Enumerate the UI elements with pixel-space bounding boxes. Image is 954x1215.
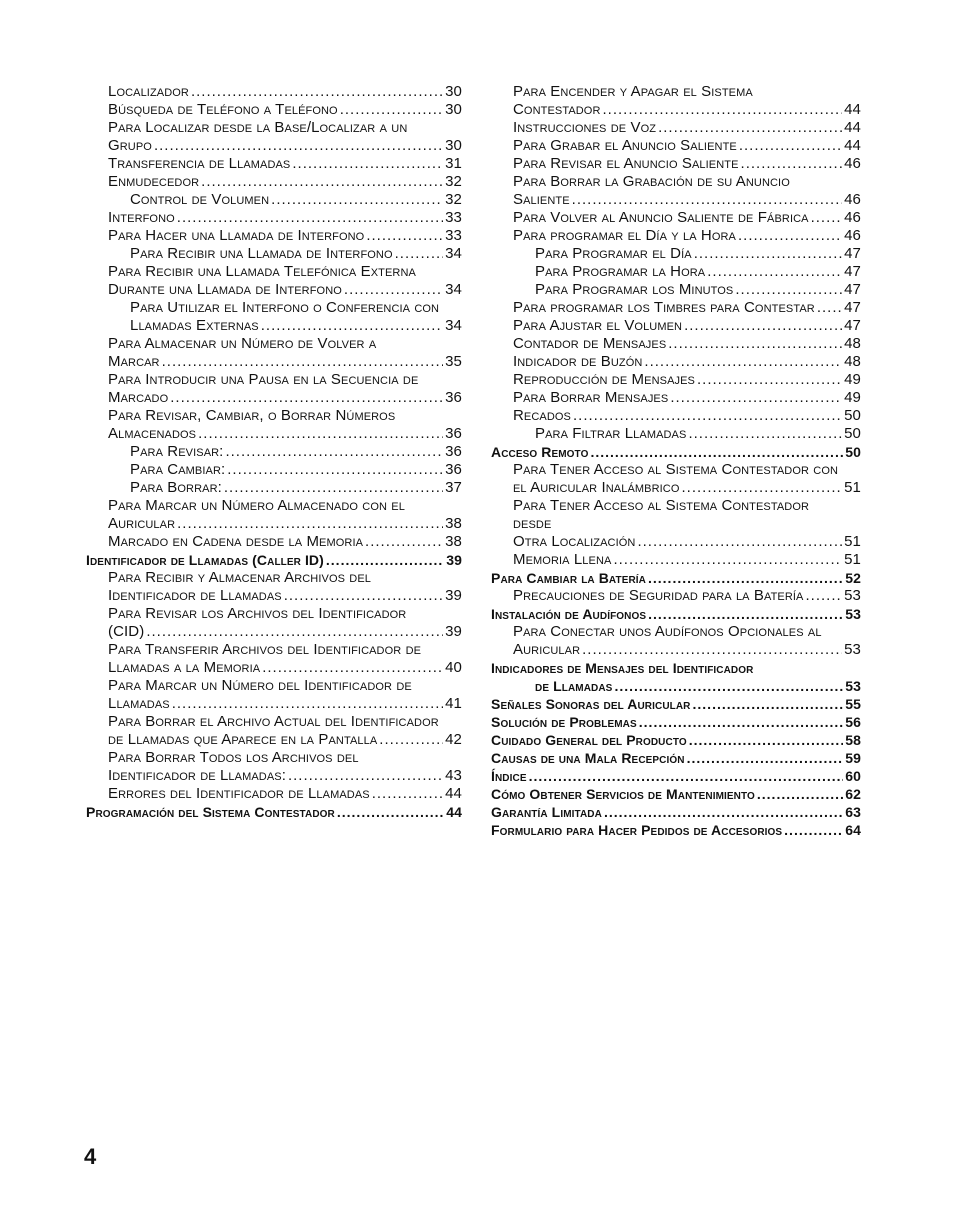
dot-leader: [738, 227, 842, 245]
toc-entry: [491, 191, 861, 209]
toc-entry: [491, 713, 861, 731]
toc-entry-label: Para Ajustar el Volumen: [513, 317, 683, 334]
toc-entry-label: Cuidado General del Producto: [491, 732, 687, 748]
dot-leader: [365, 533, 443, 551]
toc-entry-label: Para Borrar la Grabación de su Anuncio: [513, 173, 790, 190]
toc-entry-label: de Llamadas: [535, 678, 613, 694]
dot-leader: [572, 191, 842, 209]
toc-entry-page: 63: [845, 804, 861, 820]
toc-entry-label: Auricular: [513, 641, 581, 658]
toc-entry-label: Para Cambiar:: [130, 461, 226, 478]
dot-leader: [687, 749, 844, 767]
dot-leader: [271, 191, 443, 209]
toc-entry-page: 58: [845, 732, 861, 748]
toc-entry-label: Para Borrar Todos los Archivos del: [108, 749, 359, 766]
toc-entry-label: Interfono: [108, 209, 175, 226]
toc-entry-page: 47: [844, 245, 861, 262]
toc-entry-label: Para Revisar:: [130, 443, 224, 460]
toc-entry-label: Programación del Sistema Contestador: [86, 804, 335, 820]
toc-entry-page: 34: [445, 245, 462, 262]
toc-entry-label: Memoria Llena: [513, 551, 612, 568]
toc-entry-page: 47: [844, 263, 861, 280]
dot-leader: [326, 551, 444, 569]
toc-entry: [491, 551, 861, 569]
toc-entry-label: Causas de una Mala Recepción: [491, 750, 685, 766]
dot-leader: [379, 731, 443, 749]
toc-entry-page: 50: [844, 425, 861, 442]
toc-entry-label: Acceso Remoto: [491, 444, 589, 460]
toc-entry-label: Para Revisar, Cambiar, o Borrar Números: [108, 407, 396, 424]
toc-entry-page: 48: [844, 335, 861, 352]
toc-entry: [491, 695, 861, 713]
toc-entry: [491, 677, 861, 695]
dot-leader: [817, 299, 842, 317]
toc-entry-label: Identificador de Llamadas: [108, 587, 282, 604]
dot-leader: [154, 137, 443, 155]
toc-entry-label: Para Utilizar el Interfono o Conferencia con: [130, 299, 440, 316]
toc-entry-label: Identificador de Llamadas (Caller ID): [86, 552, 324, 568]
toc-entry-label: Transferencia de Llamadas: [108, 155, 291, 172]
toc-entry: [491, 119, 861, 137]
page-number: 4: [84, 1144, 97, 1169]
toc-entry-label: Para Conectar unos Audífonos Opcionales al: [513, 623, 822, 640]
toc-entry-label: Para Tener Acceso al Sistema Contestador: [513, 497, 810, 514]
toc-entry: [86, 605, 462, 623]
toc-entry-page: 42: [445, 731, 462, 748]
dot-leader: [284, 587, 443, 605]
dot-leader: [395, 245, 443, 263]
dot-leader: [146, 623, 443, 641]
toc-entry-label: Para Marcar un Número del Identificador de: [108, 677, 412, 694]
toc-entry-page: 62: [845, 786, 861, 802]
toc-entry-label: Para Borrar el Archivo Actual del Identificador: [108, 713, 439, 730]
dot-leader: [366, 227, 443, 245]
dot-leader: [604, 803, 843, 821]
toc-entry-label: Para programar el Día y la Hora: [513, 227, 736, 244]
dot-leader: [689, 731, 843, 749]
toc-entry: [491, 749, 861, 767]
dot-leader: [177, 515, 443, 533]
toc-entry: [491, 497, 861, 515]
toc-entry-label: Localizador: [108, 83, 189, 100]
dot-leader: [613, 551, 842, 569]
dot-leader: [590, 443, 843, 461]
toc-entry: [86, 425, 462, 443]
toc-entry: [491, 803, 861, 821]
toc-entry: [491, 731, 861, 749]
dot-leader: [741, 155, 843, 173]
toc-entry-page: 38: [445, 533, 462, 550]
toc-entry: [86, 767, 462, 785]
toc-entry-label: Para Recibir una Llamada Telefónica Externa: [108, 263, 416, 280]
toc-entry-page: 40: [445, 659, 462, 676]
toc-entry-label: Identificador de Llamadas:: [108, 767, 286, 784]
dot-leader: [170, 389, 443, 407]
dot-leader: [658, 119, 842, 137]
toc-entry: [86, 515, 462, 533]
toc-entry-page: 60: [845, 768, 861, 784]
toc-entry: [491, 137, 861, 155]
toc-entry: [86, 299, 462, 317]
dot-leader: [637, 533, 842, 551]
toc-entry: [86, 569, 462, 587]
toc-entry-page: 43: [445, 767, 462, 784]
toc-entry: [86, 317, 462, 335]
dot-leader: [225, 443, 443, 461]
toc-entry-page: 47: [844, 299, 861, 316]
toc-entry: [86, 443, 462, 461]
toc-entry: [491, 407, 861, 425]
toc-entry-page: 30: [445, 137, 462, 154]
toc-entry-label: Solución de Problemas: [491, 714, 637, 730]
toc-entry-page: 34: [445, 317, 462, 334]
toc-entry: [86, 713, 462, 731]
dot-leader: [614, 677, 843, 695]
toc-entry-page: 39: [445, 587, 462, 604]
toc-entry-label: Para Recibir y Almacenar Archivos del: [108, 569, 371, 586]
toc-entry: [491, 101, 861, 119]
toc-entry: [491, 587, 861, 605]
toc-entry-page: 47: [844, 281, 861, 298]
toc-entry: [491, 461, 861, 479]
toc-entry-page: 34: [445, 281, 462, 298]
toc-left-column: [86, 83, 462, 821]
toc-entry: [86, 371, 462, 389]
toc-entry-page: 36: [445, 443, 462, 460]
toc-entry-page: 49: [844, 371, 861, 388]
dot-leader: [340, 101, 443, 119]
toc-entry-label: Para Volver al Anuncio Saliente de Fábrica: [513, 209, 809, 226]
toc-entry: [491, 263, 861, 281]
toc-entry: [86, 389, 462, 407]
toc-entry-label: (CID): [108, 623, 145, 640]
toc-entry: [491, 533, 861, 551]
toc-entry: [86, 695, 462, 713]
toc-entry-label: el Auricular Inalámbrico: [513, 479, 680, 496]
toc-entry-page: 37: [445, 479, 462, 496]
toc-entry-page: 55: [845, 696, 861, 712]
dot-leader: [529, 767, 844, 785]
toc-entry-label: Contestador: [513, 101, 601, 118]
dot-leader: [735, 281, 842, 299]
toc-entry: [491, 353, 861, 371]
toc-right-column: [491, 83, 861, 839]
toc-entry-label: Para Revisar los Archivos del Identificador: [108, 605, 407, 622]
toc-entry-page: 46: [844, 209, 861, 226]
toc-entry-label: Señales Sonoras del Auricular: [491, 696, 691, 712]
toc-entry-label: Marcado en Cadena desde la Memoria: [108, 533, 364, 550]
toc-entry: [491, 155, 861, 173]
toc-entry: [86, 587, 462, 605]
toc-entry-label: Para Programar el Día: [535, 245, 692, 262]
toc-entry-label: Para programar los Timbres para Contestar: [513, 299, 815, 316]
toc-entry: [491, 515, 861, 533]
toc-entry-page: 50: [845, 444, 861, 460]
toc-entry-label: Almacenados: [108, 425, 197, 442]
toc-entry-page: 36: [445, 461, 462, 478]
toc-entry-label: Saliente: [513, 191, 570, 208]
toc-entry-page: 53: [844, 587, 861, 604]
toc-entry-page: 41: [445, 695, 462, 712]
toc-entry: [491, 479, 861, 497]
toc-entry-label: Cómo Obtener Servicios de Mantenimiento: [491, 786, 755, 802]
dot-leader: [697, 371, 842, 389]
toc-entry-page: 44: [844, 119, 861, 136]
toc-entry: [491, 425, 861, 443]
dot-leader: [177, 209, 443, 227]
toc-entry-label: Para Revisar el Anuncio Saliente: [513, 155, 739, 172]
toc-entry: [86, 263, 462, 281]
toc-entry-page: 39: [445, 623, 462, 640]
toc-entry-page: 53: [845, 678, 861, 694]
toc-entry-label: Para Localizar desde la Base/Localizar a un: [108, 119, 408, 136]
toc-entry-page: 44: [844, 101, 861, 118]
toc-entry-label: Enmudecedor: [108, 173, 200, 190]
toc-entry-label: Para Programar la Hora: [535, 263, 706, 280]
toc-entry-page: 53: [845, 606, 861, 622]
toc-entry-label: Indicadores de Mensajes del Identificador: [491, 660, 754, 676]
toc-entry: [491, 83, 861, 101]
dot-leader: [693, 695, 844, 713]
toc-entry-page: 51: [844, 479, 861, 496]
toc-entry-label: Instrucciones de Voz: [513, 119, 657, 136]
toc-entry-label: Para Grabar el Anuncio Saliente: [513, 137, 737, 154]
toc-entry-page: 46: [844, 191, 861, 208]
toc-entry-page: 35: [445, 353, 462, 370]
toc-entry-label: Búsqueda de Teléfono a Teléfono: [108, 101, 338, 118]
toc-entry: [491, 569, 861, 587]
toc-entry: [86, 245, 462, 263]
dot-leader: [688, 425, 842, 443]
dot-leader: [784, 821, 843, 839]
dot-leader: [670, 389, 842, 407]
toc-entry-label: Para Cambiar la Batería: [491, 570, 646, 586]
dot-leader: [227, 461, 443, 479]
toc-entry-label: Para Tener Acceso al Sistema Contestador con: [513, 461, 839, 478]
dot-leader: [288, 767, 443, 785]
dot-leader: [648, 605, 843, 623]
dot-leader: [172, 695, 443, 713]
toc-entry: [86, 407, 462, 425]
dot-leader: [201, 173, 443, 191]
dot-leader: [739, 137, 842, 155]
toc-entry: [491, 389, 861, 407]
toc-entry: [86, 641, 462, 659]
dot-leader: [344, 281, 443, 299]
toc-entry-label: Para Programar los Minutos: [535, 281, 734, 298]
toc-entry-page: 32: [445, 173, 462, 190]
dot-leader: [707, 263, 842, 281]
dot-leader: [644, 353, 842, 371]
toc-entry-label: Índice: [491, 768, 527, 784]
toc-entry: [86, 659, 462, 677]
toc-entry: [491, 371, 861, 389]
toc-entry-label: Garantía Limitada: [491, 804, 602, 820]
dot-leader: [292, 155, 443, 173]
toc-entry-page: 49: [844, 389, 861, 406]
toc-entry-page: 53: [844, 641, 861, 658]
dot-leader: [582, 641, 842, 659]
dot-leader: [224, 479, 443, 497]
toc-entry-page: 30: [445, 101, 462, 118]
dot-leader: [682, 479, 843, 497]
toc-entry: [491, 299, 861, 317]
toc-entry: [491, 443, 861, 461]
toc-entry: [491, 245, 861, 263]
toc-entry: [86, 461, 462, 479]
toc-entry-page: 51: [844, 551, 861, 568]
toc-entry-page: 31: [445, 155, 462, 172]
dot-leader: [603, 101, 843, 119]
toc-entry-page: 50: [844, 407, 861, 424]
toc-entry-page: 64: [845, 822, 861, 838]
toc-entry-label: Control de Volumen: [130, 191, 270, 208]
toc-entry: [491, 335, 861, 353]
toc-entry-page: 36: [445, 425, 462, 442]
toc-entry: [86, 623, 462, 641]
toc-entry-page: 56: [845, 714, 861, 730]
toc-entry: [491, 767, 861, 785]
dot-leader: [198, 425, 443, 443]
toc-entry-page: 32: [445, 191, 462, 208]
toc-entry-label: Para Transferir Archivos del Identificador de: [108, 641, 422, 658]
toc-entry: [86, 191, 462, 209]
toc-entry: [491, 281, 861, 299]
toc-entry-page: 48: [844, 353, 861, 370]
toc-entry-label: Para Borrar Mensajes: [513, 389, 669, 406]
toc-entry-page: 44: [445, 785, 462, 802]
dot-leader: [573, 407, 842, 425]
toc-entry: [86, 353, 462, 371]
dot-leader: [648, 569, 843, 587]
toc-entry: [491, 209, 861, 227]
dot-leader: [337, 803, 444, 821]
toc-entry-label: Errores del Identificador de Llamadas: [108, 785, 370, 802]
dot-leader: [191, 83, 443, 101]
toc-entry-page: 30: [445, 83, 462, 100]
toc-entry-label: Para Marcar un Número Almacenado con el: [108, 497, 405, 514]
toc-entry-label: Precauciones de Seguridad para la Batería: [513, 587, 804, 604]
dot-leader: [162, 353, 444, 371]
toc-entry: [86, 533, 462, 551]
toc-entry-label: Otra Localización: [513, 533, 636, 550]
toc-entry-page: 59: [845, 750, 861, 766]
toc-entry: [491, 605, 861, 623]
toc-entry-page: 52: [845, 570, 861, 586]
toc-entry-label: Marcado: [108, 389, 169, 406]
toc-entry-label: Marcar: [108, 353, 160, 370]
dot-leader: [811, 209, 843, 227]
toc-entry-label: Auricular: [108, 515, 176, 532]
toc-entry: [86, 173, 462, 191]
toc-entry-label: Llamadas: [108, 695, 170, 712]
toc-entry-label: Contador de Mensajes: [513, 335, 667, 352]
toc-entry: [491, 227, 861, 245]
toc-entry-page: 47: [844, 317, 861, 334]
toc-entry-label: Recados: [513, 407, 571, 424]
toc-entry-label: Durante una Llamada de Interfono: [108, 281, 342, 298]
toc-entry: [491, 659, 861, 677]
toc-entry: [86, 551, 462, 569]
dot-leader: [805, 587, 842, 605]
toc-entry-label: desde: [513, 515, 552, 532]
toc-entry: [491, 317, 861, 335]
toc-entry-page: 33: [445, 209, 462, 226]
toc-entry: [86, 155, 462, 173]
toc-entry-label: de Llamadas que Aparece en la Pantalla: [108, 731, 378, 748]
toc-entry: [86, 731, 462, 749]
toc-entry: [86, 209, 462, 227]
toc-entry-label: Para Introducir una Pausa en la Secuencia de: [108, 371, 419, 388]
toc-entry-label: Para Borrar:: [130, 479, 222, 496]
toc-entry-label: Reproducción de Mensajes: [513, 371, 695, 388]
toc-entry-label: Para Filtrar Llamadas: [535, 425, 687, 442]
toc-entry-label: Para Hacer una Llamada de Interfono: [108, 227, 365, 244]
toc-entry-label: Para Recibir una Llamada de Interfono: [130, 245, 393, 262]
toc-entry-page: 44: [844, 137, 861, 154]
dot-leader: [694, 245, 842, 263]
toc-entry-page: 38: [445, 515, 462, 532]
toc-entry-label: Formulario para Hacer Pedidos de Accesorios: [491, 822, 783, 838]
toc-entry: [491, 785, 861, 803]
toc-entry: [86, 335, 462, 353]
toc-entry: [86, 119, 462, 137]
dot-leader: [668, 335, 842, 353]
toc-entry: [86, 227, 462, 245]
toc-entry: [491, 821, 861, 839]
toc-entry: [86, 677, 462, 695]
toc-entry-page: 39: [446, 552, 462, 568]
toc-entry-label: Grupo: [108, 137, 152, 154]
dot-leader: [262, 659, 443, 677]
dot-leader: [757, 785, 843, 803]
toc-entry: [86, 137, 462, 155]
dot-leader: [261, 317, 443, 335]
toc-entry: [86, 83, 462, 101]
dot-leader: [372, 785, 443, 803]
toc-entry: [491, 641, 861, 659]
toc-entry: [86, 479, 462, 497]
dot-leader: [639, 713, 843, 731]
toc-entry: [491, 173, 861, 191]
toc-entry-label: Instalación de Audífonos: [491, 606, 647, 622]
toc-entry: [86, 101, 462, 119]
dot-leader: [684, 317, 842, 335]
toc-entry-label: Llamadas a la Memoria: [108, 659, 261, 676]
toc-entry-label: Para Encender y Apagar el Sistema: [513, 83, 753, 100]
toc-entry-page: 36: [445, 389, 462, 406]
toc-entry-page: 46: [844, 227, 861, 244]
toc-entry: [86, 749, 462, 767]
toc-entry: [86, 803, 462, 821]
toc-entry-page: 33: [445, 227, 462, 244]
toc-entry: [491, 623, 861, 641]
toc-entry-label: Para Almacenar un Número de Volver a: [108, 335, 377, 352]
toc-entry-page: 46: [844, 155, 861, 172]
toc-entry: [86, 497, 462, 515]
toc-entry-label: Indicador de Buzón: [513, 353, 643, 370]
toc-entry-page: 44: [446, 804, 462, 820]
toc-entry-label: Llamadas Externas: [130, 317, 259, 334]
toc-entry: [86, 281, 462, 299]
toc-entry: [86, 785, 462, 803]
toc-entry-page: 51: [844, 533, 861, 550]
